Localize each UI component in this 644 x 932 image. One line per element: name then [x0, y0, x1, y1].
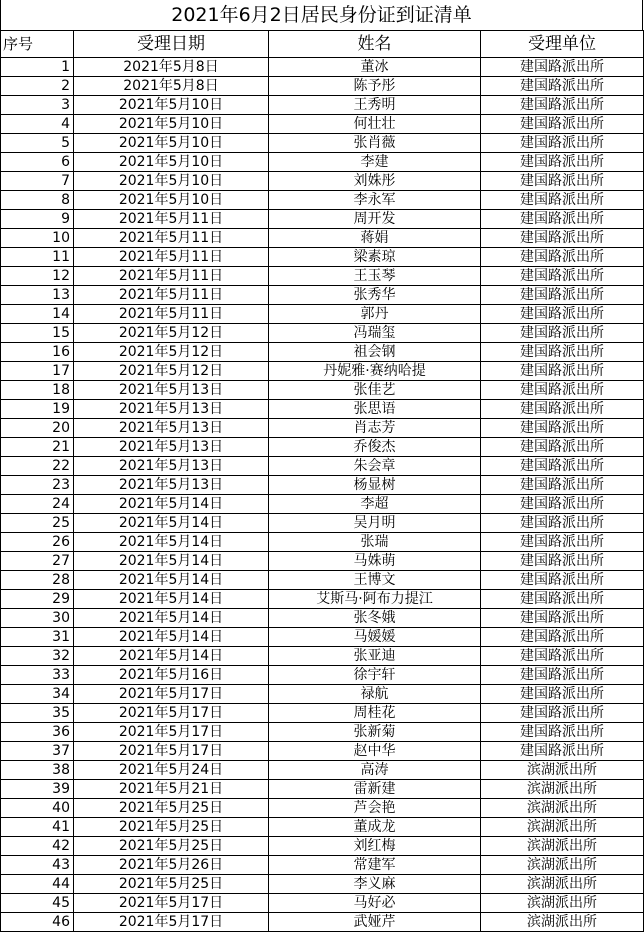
row-name-cell: 丹妮雅·赛纳哈提 — [269, 362, 481, 381]
row-seq-cell: 14 — [1, 305, 74, 324]
row-date-cell: 2021年5月11日 — [74, 267, 269, 286]
row-unit-cell: 滨湖派出所 — [481, 856, 644, 875]
row-date-cell: 2021年5月12日 — [74, 343, 269, 362]
row-name-cell: 蒋娟 — [269, 229, 481, 248]
row-unit-cell: 建国路派出所 — [481, 533, 644, 552]
row-name-cell: 乔俊杰 — [269, 438, 481, 457]
table-row — [1, 286, 644, 305]
row-unit-cell: 滨湖派出所 — [481, 818, 644, 837]
row-date-cell: 2021年5月10日 — [74, 96, 269, 115]
row-name-cell: 朱会章 — [269, 457, 481, 476]
row-unit-cell: 滨湖派出所 — [481, 913, 644, 932]
row-name-cell: 冯瑞玺 — [269, 324, 481, 343]
row-name-cell: 何壮壮 — [269, 115, 481, 134]
row-seq-cell: 41 — [1, 818, 74, 837]
row-seq-cell: 27 — [1, 552, 74, 571]
table-row — [1, 590, 644, 609]
row-name-cell: 刘姝彤 — [269, 172, 481, 191]
row-unit-cell: 滨湖派出所 — [481, 894, 644, 913]
row-unit-cell: 滨湖派出所 — [481, 780, 644, 799]
table-row — [1, 172, 644, 191]
row-name-cell: 李永军 — [269, 191, 481, 210]
row-name-cell: 马媛媛 — [269, 628, 481, 647]
table-row — [1, 761, 644, 780]
row-date-cell: 2021年5月14日 — [74, 609, 269, 628]
row-seq-cell: 31 — [1, 628, 74, 647]
table-row — [1, 742, 644, 761]
table-row — [1, 571, 644, 590]
row-date-cell: 2021年5月11日 — [74, 229, 269, 248]
row-name-cell: 郭丹 — [269, 305, 481, 324]
row-seq-cell: 42 — [1, 837, 74, 856]
row-name-cell: 李超 — [269, 495, 481, 514]
table-row — [1, 229, 644, 248]
row-unit-cell: 建国路派出所 — [481, 381, 644, 400]
table-row — [1, 666, 644, 685]
row-name-cell: 祖会钢 — [269, 343, 481, 362]
row-seq-cell: 29 — [1, 590, 74, 609]
row-name-cell: 常建军 — [269, 856, 481, 875]
row-seq-cell: 16 — [1, 343, 74, 362]
table-row — [1, 533, 644, 552]
row-name-cell: 张思语 — [269, 400, 481, 419]
table-row — [1, 96, 644, 115]
table-body — [1, 58, 644, 932]
table-row — [1, 780, 644, 799]
table-row — [1, 210, 644, 229]
row-seq-cell: 35 — [1, 704, 74, 723]
table-row — [1, 324, 644, 343]
table-row — [1, 476, 644, 495]
row-name-cell: 周桂花 — [269, 704, 481, 723]
row-seq-cell: 9 — [1, 210, 74, 229]
row-unit-cell: 建国路派出所 — [481, 685, 644, 704]
row-date-cell: 2021年5月11日 — [74, 248, 269, 267]
row-seq-cell: 5 — [1, 134, 74, 153]
row-date-cell: 2021年5月14日 — [74, 571, 269, 590]
row-seq-cell: 4 — [1, 115, 74, 134]
table-row — [1, 457, 644, 476]
row-date-cell: 2021年5月17日 — [74, 704, 269, 723]
row-name-cell: 王博文 — [269, 571, 481, 590]
row-seq-cell: 33 — [1, 666, 74, 685]
row-seq-cell: 23 — [1, 476, 74, 495]
table-row — [1, 856, 644, 875]
row-seq-cell: 39 — [1, 780, 74, 799]
row-date-cell: 2021年5月12日 — [74, 362, 269, 381]
row-seq-cell: 20 — [1, 419, 74, 438]
row-unit-cell: 建国路派出所 — [481, 742, 644, 761]
table-row — [1, 381, 644, 400]
row-date-cell: 2021年5月8日 — [74, 58, 269, 77]
row-name-cell: 芦会艳 — [269, 799, 481, 818]
row-date-cell: 2021年5月17日 — [74, 742, 269, 761]
row-date-cell: 2021年5月24日 — [74, 761, 269, 780]
row-unit-cell: 建国路派出所 — [481, 248, 644, 267]
table-row — [1, 628, 644, 647]
table-row — [1, 362, 644, 381]
row-date-cell: 2021年5月25日 — [74, 818, 269, 837]
row-date-cell: 2021年5月25日 — [74, 799, 269, 818]
row-unit-cell: 滨湖派出所 — [481, 837, 644, 856]
row-date-cell: 2021年5月14日 — [74, 590, 269, 609]
row-date-cell: 2021年5月17日 — [74, 913, 269, 932]
table-row — [1, 191, 644, 210]
row-date-cell: 2021年5月10日 — [74, 172, 269, 191]
row-unit-cell: 滨湖派出所 — [481, 761, 644, 780]
table-row — [1, 134, 644, 153]
row-date-cell: 2021年5月14日 — [74, 495, 269, 514]
row-unit-cell: 建国路派出所 — [481, 628, 644, 647]
table-row — [1, 723, 644, 742]
row-date-cell: 2021年5月17日 — [74, 685, 269, 704]
row-date-cell: 2021年5月13日 — [74, 438, 269, 457]
row-date-cell: 2021年5月14日 — [74, 628, 269, 647]
row-unit-cell: 建国路派出所 — [481, 704, 644, 723]
row-seq-cell: 37 — [1, 742, 74, 761]
row-date-cell: 2021年5月11日 — [74, 286, 269, 305]
row-date-cell: 2021年5月17日 — [74, 723, 269, 742]
row-date-cell: 2021年5月13日 — [74, 476, 269, 495]
row-name-cell: 杨显树 — [269, 476, 481, 495]
table-row — [1, 115, 644, 134]
row-unit-cell: 建国路派出所 — [481, 77, 644, 96]
row-unit-cell: 滨湖派出所 — [481, 799, 644, 818]
row-unit-cell: 建国路派出所 — [481, 609, 644, 628]
row-seq-cell: 25 — [1, 514, 74, 533]
row-name-cell: 赵中华 — [269, 742, 481, 761]
row-name-cell: 梁素琼 — [269, 248, 481, 267]
row-seq-cell: 17 — [1, 362, 74, 381]
table-row — [1, 818, 644, 837]
row-unit-cell: 建国路派出所 — [481, 419, 644, 438]
row-date-cell: 2021年5月8日 — [74, 77, 269, 96]
row-unit-cell: 建国路派出所 — [481, 647, 644, 666]
row-date-cell: 2021年5月17日 — [74, 894, 269, 913]
row-date-cell: 2021年5月14日 — [74, 533, 269, 552]
row-name-cell: 肖志芳 — [269, 419, 481, 438]
row-unit-cell: 滨湖派出所 — [481, 875, 644, 894]
row-date-cell: 2021年5月12日 — [74, 324, 269, 343]
row-unit-cell: 建国路派出所 — [481, 305, 644, 324]
row-date-cell: 2021年5月10日 — [74, 153, 269, 172]
table-row — [1, 685, 644, 704]
row-seq-cell: 6 — [1, 153, 74, 172]
table-row — [1, 837, 644, 856]
row-unit-cell: 建国路派出所 — [481, 438, 644, 457]
table-row — [1, 438, 644, 457]
row-name-cell: 张冬娥 — [269, 609, 481, 628]
row-name-cell: 吴月明 — [269, 514, 481, 533]
row-unit-cell: 建国路派出所 — [481, 267, 644, 286]
row-date-cell: 2021年5月14日 — [74, 647, 269, 666]
row-unit-cell: 建国路派出所 — [481, 476, 644, 495]
row-unit-cell: 建国路派出所 — [481, 229, 644, 248]
row-date-cell: 2021年5月10日 — [74, 191, 269, 210]
row-unit-cell: 建国路派出所 — [481, 514, 644, 533]
table-row — [1, 495, 644, 514]
row-unit-cell: 建国路派出所 — [481, 552, 644, 571]
table-row — [1, 343, 644, 362]
row-unit-cell: 建国路派出所 — [481, 191, 644, 210]
row-date-cell: 2021年5月25日 — [74, 875, 269, 894]
table-row — [1, 799, 644, 818]
table-row — [1, 894, 644, 913]
row-seq-cell: 45 — [1, 894, 74, 913]
row-name-cell: 马姝萌 — [269, 552, 481, 571]
row-seq-cell: 40 — [1, 799, 74, 818]
id-card-table — [0, 30, 644, 932]
sheet-title: 2021年6月2日居民身份证到证清单 — [0, 0, 643, 30]
row-unit-cell: 建国路派出所 — [481, 666, 644, 685]
table-row — [1, 248, 644, 267]
row-date-cell: 2021年5月25日 — [74, 837, 269, 856]
row-name-cell: 李义麻 — [269, 875, 481, 894]
row-name-cell: 王玉琴 — [269, 267, 481, 286]
header-date: 受理日期 — [74, 31, 269, 58]
row-date-cell: 2021年5月14日 — [74, 552, 269, 571]
row-date-cell: 2021年5月11日 — [74, 305, 269, 324]
row-name-cell: 武娅芹 — [269, 913, 481, 932]
row-seq-cell: 12 — [1, 267, 74, 286]
row-unit-cell: 建国路派出所 — [481, 153, 644, 172]
row-seq-cell: 15 — [1, 324, 74, 343]
table-row — [1, 552, 644, 571]
row-name-cell: 张肖薇 — [269, 134, 481, 153]
row-unit-cell: 建国路派出所 — [481, 134, 644, 153]
row-date-cell: 2021年5月21日 — [74, 780, 269, 799]
row-seq-cell: 38 — [1, 761, 74, 780]
row-unit-cell: 建国路派出所 — [481, 172, 644, 191]
row-date-cell: 2021年5月10日 — [74, 134, 269, 153]
header-unit: 受理单位 — [481, 31, 644, 58]
table-row — [1, 305, 644, 324]
row-seq-cell: 43 — [1, 856, 74, 875]
row-name-cell: 刘红梅 — [269, 837, 481, 856]
row-name-cell: 徐宇轩 — [269, 666, 481, 685]
row-date-cell: 2021年5月26日 — [74, 856, 269, 875]
table-row — [1, 400, 644, 419]
row-date-cell: 2021年5月14日 — [74, 514, 269, 533]
row-unit-cell: 建国路派出所 — [481, 115, 644, 134]
header-row — [1, 31, 644, 58]
row-seq-cell: 32 — [1, 647, 74, 666]
row-name-cell: 李建 — [269, 153, 481, 172]
table-row — [1, 704, 644, 723]
row-seq-cell: 30 — [1, 609, 74, 628]
row-seq-cell: 21 — [1, 438, 74, 457]
row-seq-cell: 18 — [1, 381, 74, 400]
table-row — [1, 58, 644, 77]
row-seq-cell: 11 — [1, 248, 74, 267]
row-name-cell: 高涛 — [269, 761, 481, 780]
row-unit-cell: 建国路派出所 — [481, 210, 644, 229]
row-name-cell: 张秀华 — [269, 286, 481, 305]
row-date-cell: 2021年5月13日 — [74, 381, 269, 400]
row-name-cell: 王秀明 — [269, 96, 481, 115]
row-unit-cell: 建国路派出所 — [481, 96, 644, 115]
row-unit-cell: 建国路派出所 — [481, 58, 644, 77]
row-unit-cell: 建国路派出所 — [481, 571, 644, 590]
row-seq-cell: 1 — [1, 58, 74, 77]
row-unit-cell: 建国路派出所 — [481, 457, 644, 476]
row-unit-cell: 建国路派出所 — [481, 324, 644, 343]
row-name-cell: 张瑞 — [269, 533, 481, 552]
row-unit-cell: 建国路派出所 — [481, 286, 644, 305]
row-unit-cell: 建国路派出所 — [481, 362, 644, 381]
row-date-cell: 2021年5月11日 — [74, 210, 269, 229]
row-seq-cell: 3 — [1, 96, 74, 115]
row-seq-cell: 22 — [1, 457, 74, 476]
row-unit-cell: 建国路派出所 — [481, 495, 644, 514]
row-seq-cell: 7 — [1, 172, 74, 191]
row-seq-cell: 13 — [1, 286, 74, 305]
table-row — [1, 153, 644, 172]
table-row — [1, 875, 644, 894]
table-row — [1, 609, 644, 628]
row-unit-cell: 建国路派出所 — [481, 400, 644, 419]
row-seq-cell: 34 — [1, 685, 74, 704]
table-row — [1, 514, 644, 533]
row-date-cell: 2021年5月13日 — [74, 419, 269, 438]
row-name-cell: 董成龙 — [269, 818, 481, 837]
row-unit-cell: 建国路派出所 — [481, 723, 644, 742]
row-name-cell: 董冰 — [269, 58, 481, 77]
row-seq-cell: 19 — [1, 400, 74, 419]
row-date-cell: 2021年5月13日 — [74, 457, 269, 476]
row-seq-cell: 10 — [1, 229, 74, 248]
table-row — [1, 419, 644, 438]
row-name-cell: 张佳艺 — [269, 381, 481, 400]
table-row — [1, 77, 644, 96]
row-seq-cell: 44 — [1, 875, 74, 894]
row-date-cell: 2021年5月10日 — [74, 115, 269, 134]
row-seq-cell: 36 — [1, 723, 74, 742]
row-unit-cell: 建国路派出所 — [481, 590, 644, 609]
row-seq-cell: 8 — [1, 191, 74, 210]
table-row — [1, 267, 644, 286]
row-seq-cell: 28 — [1, 571, 74, 590]
row-seq-cell: 46 — [1, 913, 74, 932]
row-name-cell: 陈予彤 — [269, 77, 481, 96]
row-name-cell: 艾斯马·阿布力提江 — [269, 590, 481, 609]
row-name-cell: 周开发 — [269, 210, 481, 229]
row-date-cell: 2021年5月16日 — [74, 666, 269, 685]
row-name-cell: 张亚迪 — [269, 647, 481, 666]
row-unit-cell: 建国路派出所 — [481, 343, 644, 362]
header-name: 姓名 — [269, 31, 481, 58]
row-seq-cell: 24 — [1, 495, 74, 514]
row-name-cell: 马好必 — [269, 894, 481, 913]
header-seq: 序号 — [1, 31, 74, 58]
row-name-cell: 禄航 — [269, 685, 481, 704]
row-seq-cell: 26 — [1, 533, 74, 552]
row-name-cell: 张新菊 — [269, 723, 481, 742]
row-name-cell: 雷新建 — [269, 780, 481, 799]
row-seq-cell: 2 — [1, 77, 74, 96]
row-date-cell: 2021年5月13日 — [74, 400, 269, 419]
table-row — [1, 647, 644, 666]
